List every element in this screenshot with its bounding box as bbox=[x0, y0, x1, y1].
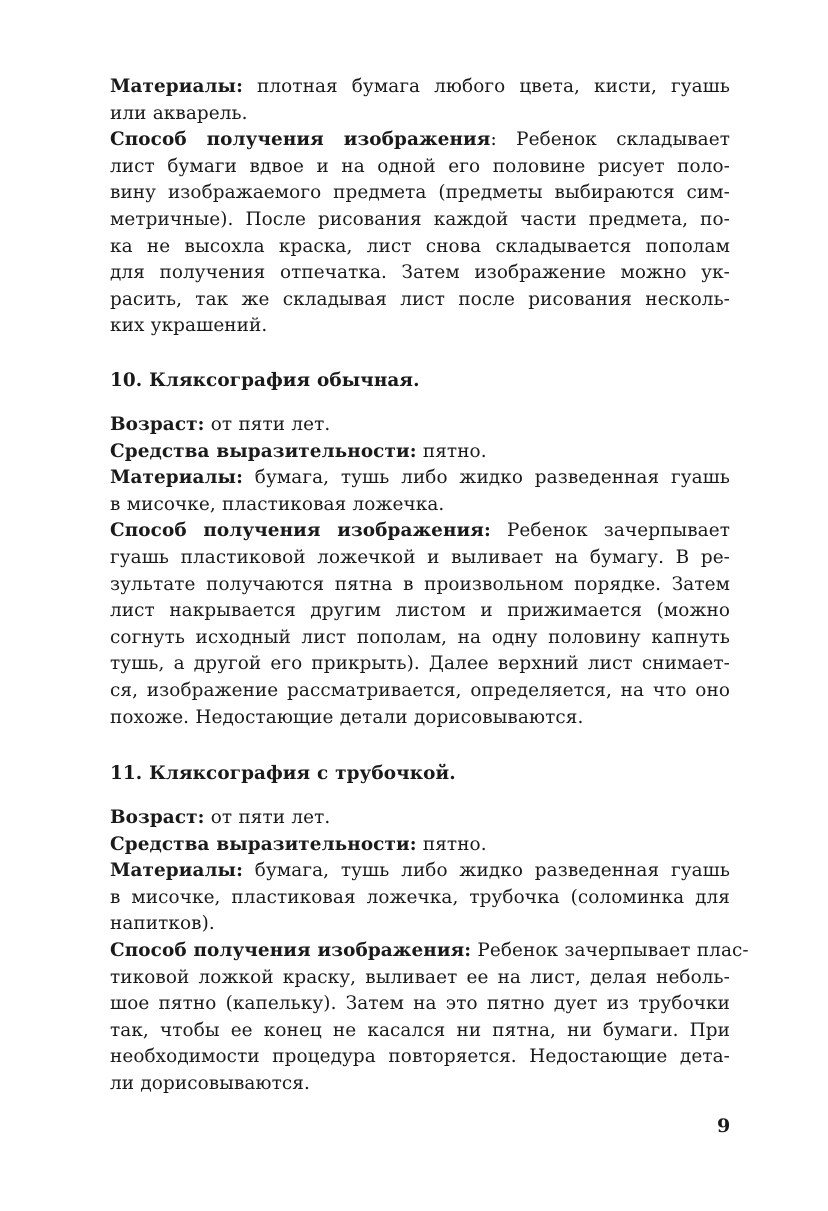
section-10 bbox=[110, 368, 730, 395]
method-label: Способ получения изображения bbox=[110, 129, 491, 151]
means-label: Средства выразительности: bbox=[110, 833, 417, 855]
method-line: ся, изображение рассматривается, определяется, на что оно bbox=[110, 679, 730, 701]
method-line: тиковой ложкой краску, выливает ее на лист, делая неболь- bbox=[110, 966, 730, 988]
means-label: Средства выразительности: bbox=[110, 440, 417, 462]
age-line: Возраст: от пяти лет. bbox=[110, 807, 331, 828]
materials-label: Материалы: bbox=[110, 860, 243, 882]
method-label: Способ получения изображения: bbox=[110, 520, 491, 542]
method-line: Способ получения изображения: Ребенок зачерпывает bbox=[110, 520, 730, 542]
method-line: согнуть исходный лист пополам, на одну половину капнуть bbox=[110, 626, 730, 648]
materials-label: Материалы: bbox=[110, 467, 243, 489]
section-11-body bbox=[110, 805, 749, 1098]
means-line: Средства выразительности: пятно. bbox=[110, 440, 487, 462]
method-line: Способ получения изображения: Ребенок складывает bbox=[110, 129, 730, 151]
section-heading: 10. Кляксография обычная. bbox=[110, 370, 420, 391]
materials-line: напитков). bbox=[110, 913, 215, 935]
method-line: расить, так же складывая лист после рисования несколь- bbox=[110, 288, 730, 310]
method-line: гуашь пластиковой ложечкой и выливает на бумагу. В ре- bbox=[110, 546, 730, 568]
method-line: тушь, а другой его прикрыть). Далее верхний лист снимает- bbox=[110, 653, 730, 675]
method-line: ли дорисовываются. bbox=[110, 1072, 310, 1094]
means-line: Средства выразительности: пятно. bbox=[110, 833, 487, 855]
materials-label: Материалы: bbox=[110, 76, 243, 97]
materials-line: в мисочке, пластиковая ложечка, трубочка (соломинка для bbox=[110, 886, 730, 908]
materials-line: или акварель. bbox=[110, 102, 248, 124]
method-label: Способ получения изображения: bbox=[110, 939, 472, 961]
method-line: похоже. Недостающие детали дорисовываются. bbox=[110, 706, 584, 728]
materials-line: Материалы: плотная бумага любого цвета, кисти, гуашь bbox=[110, 76, 730, 97]
block-continuation bbox=[110, 74, 730, 340]
age-label: Возраст: bbox=[110, 807, 205, 828]
method-line: зультате получаются пятна в произвольном порядке. Затем bbox=[110, 573, 730, 595]
materials-line: Материалы: бумага, тушь либо жидко разведенная гуашь bbox=[110, 467, 730, 489]
materials-line: Материалы: бумага, тушь либо жидко разведенная гуашь bbox=[110, 860, 730, 882]
method-line: шое пятно (капельку). Затем на это пятно дует из трубочки bbox=[110, 993, 730, 1015]
method-line: необходимости процедура повторяется. Недостающие дета- bbox=[110, 1046, 730, 1068]
materials-line: в мисочке, пластиковая ложечка. bbox=[110, 493, 445, 515]
age-label: Возраст: bbox=[110, 414, 205, 435]
method-line: лист бумаги вдвое и на одной его половине рисует поло- bbox=[110, 155, 730, 177]
age-line: Возраст: от пяти лет. bbox=[110, 414, 331, 435]
section-heading: 11. Кляксография с трубочкой. bbox=[110, 763, 456, 784]
method-line: для получения отпечатка. Затем изображение можно ук- bbox=[110, 262, 730, 284]
method-line: ка не высохла краска, лист снова складывается пополам bbox=[110, 235, 730, 257]
page-number: 9 bbox=[717, 1115, 731, 1137]
method-line: Способ получения изображения: Ребенок зачерпывает плас- bbox=[110, 939, 749, 961]
method-line: ких украшений. bbox=[110, 315, 268, 337]
section-10-body bbox=[110, 412, 730, 731]
method-line: так, чтобы ее конец не касался ни пятна, ни бумаги. При bbox=[110, 1019, 730, 1041]
method-line: метричные). После рисования каждой части предмета, по- bbox=[110, 208, 730, 230]
method-line: вину изображаемого предмета (предметы выбираются сим- bbox=[110, 182, 730, 204]
section-11 bbox=[110, 761, 730, 788]
method-line: лист накрывается другим листом и прижимается (можно bbox=[110, 600, 730, 622]
